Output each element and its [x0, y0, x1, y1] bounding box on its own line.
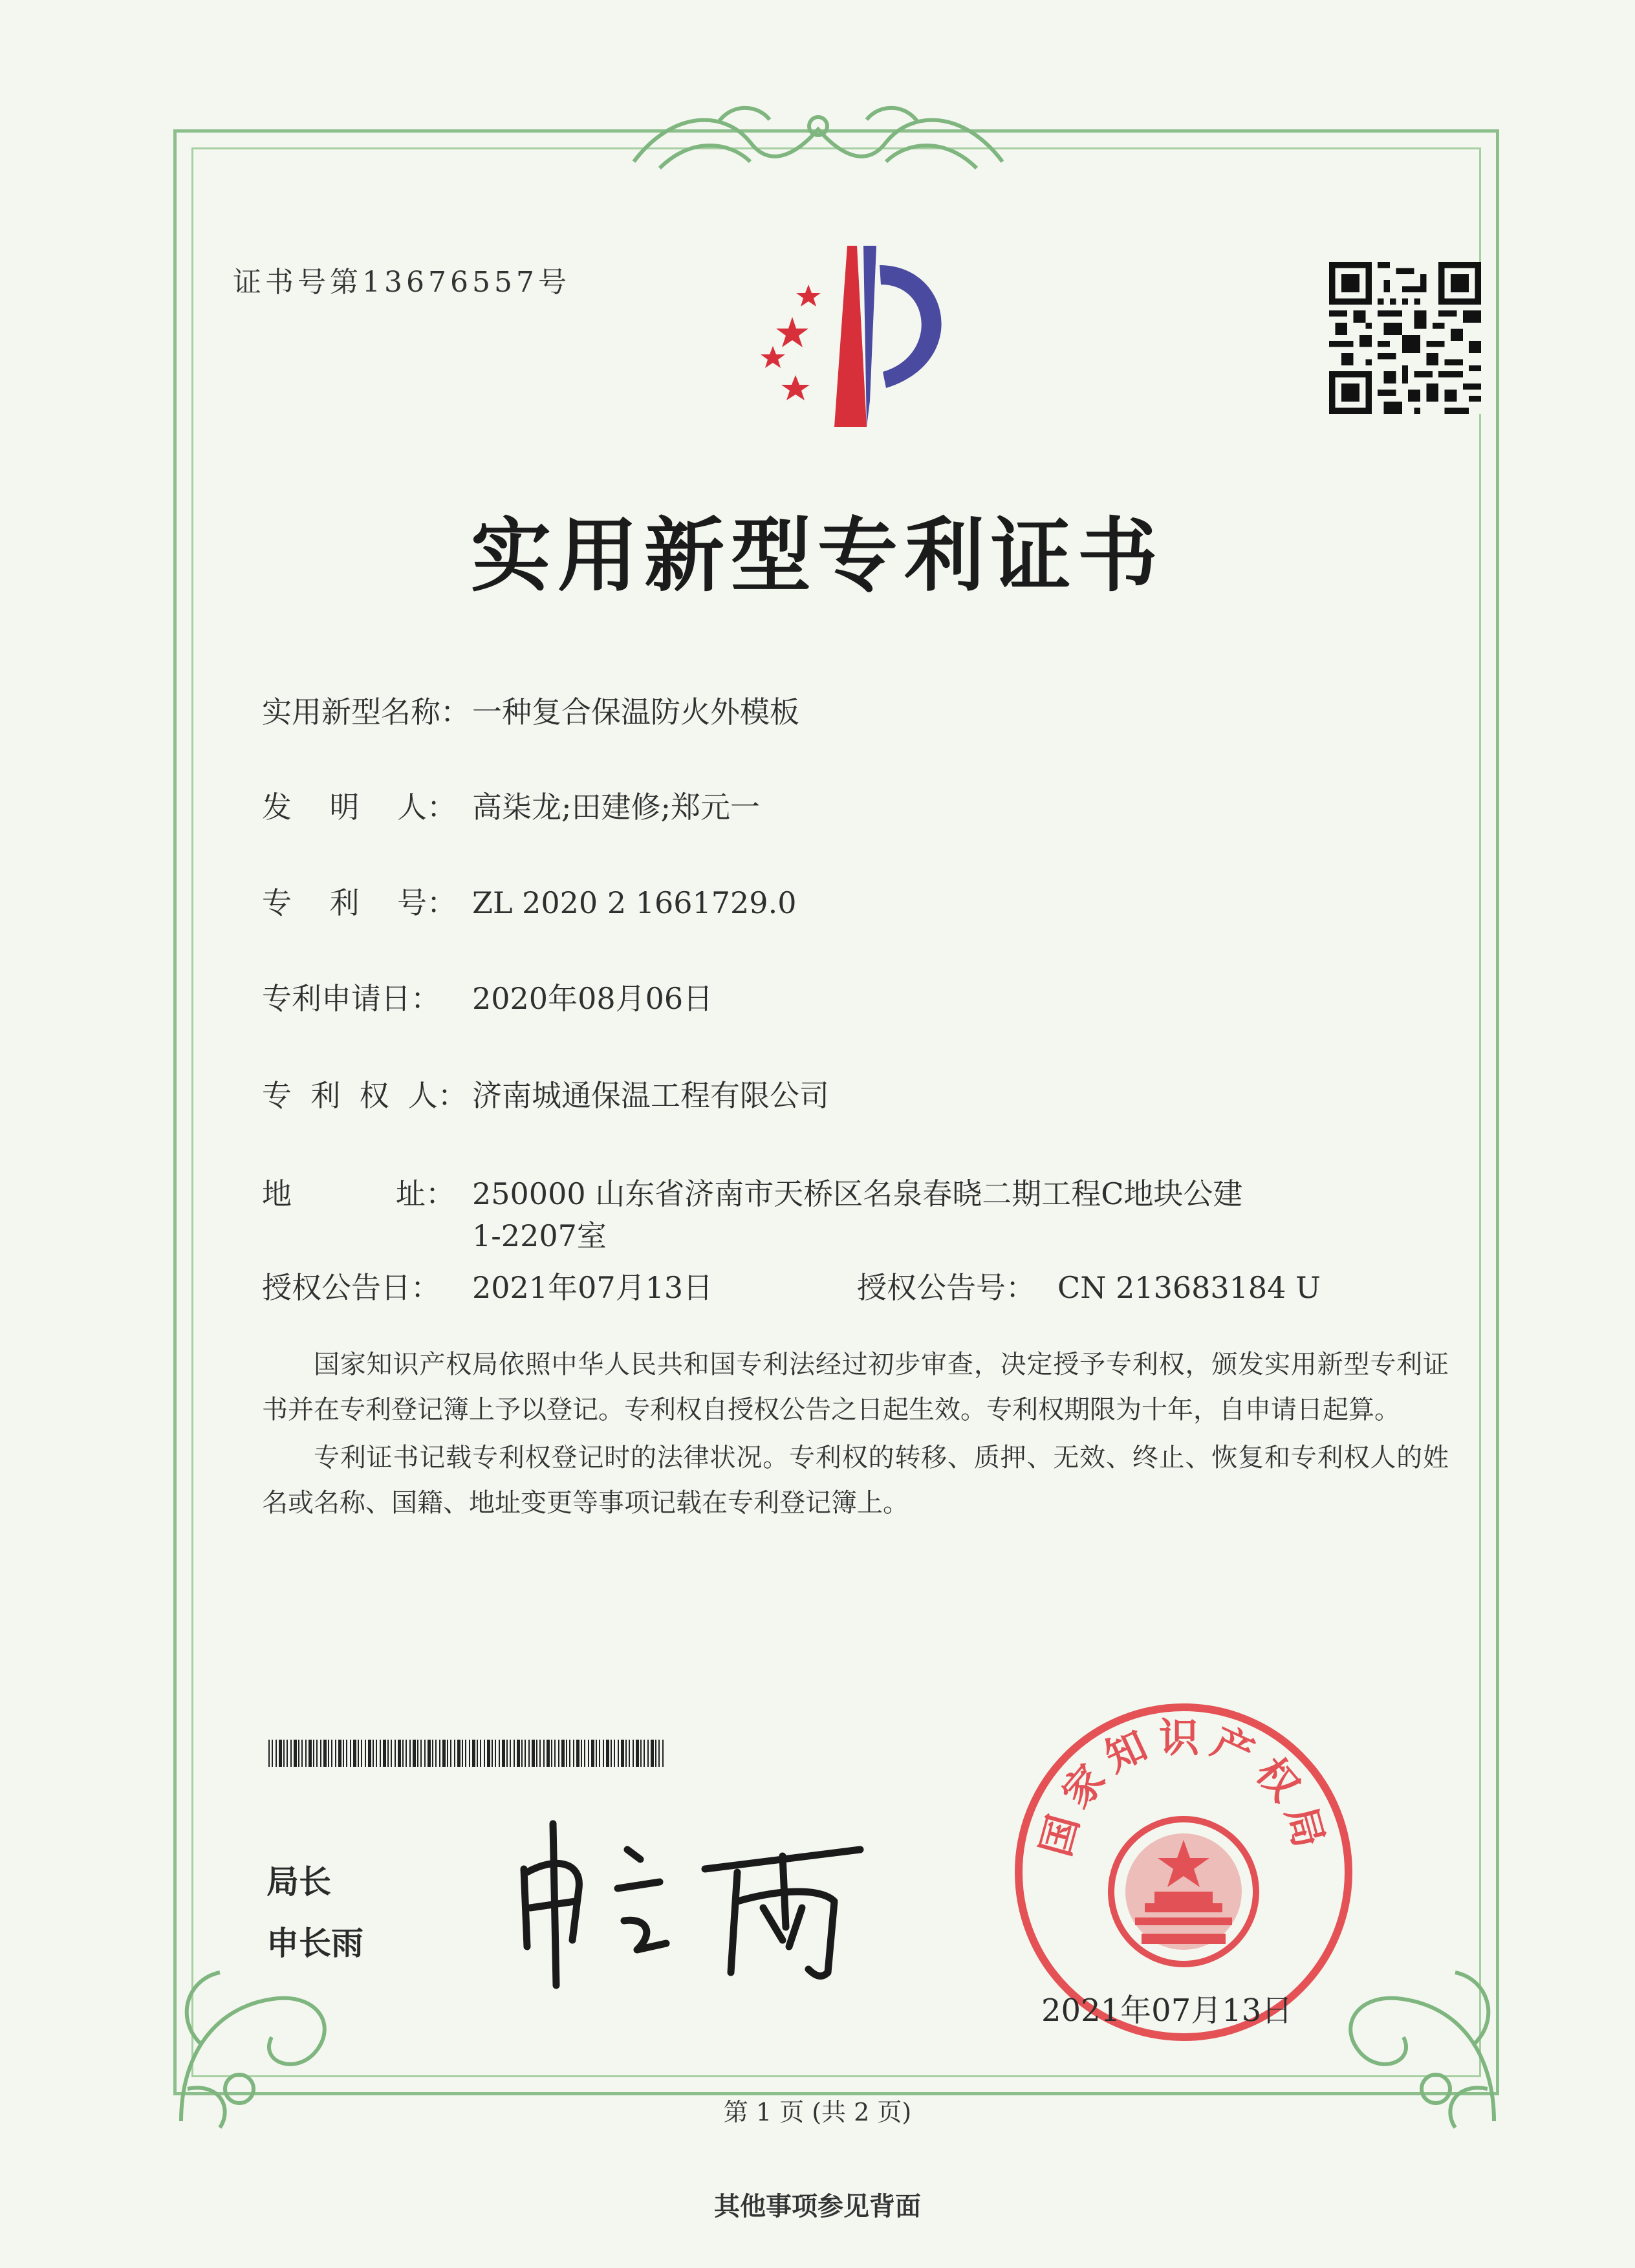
field-value: 250000 山东省济南市天桥区名泉春晓二期工程C地块公建: [472, 1176, 1243, 1211]
statement-paragraph-2: 专利证书记载专利权登记时的法律状况。专利权的转移、质押、无效、终止、恢复和专利权人的姓名或名称、国籍、地址变更等事项记载在专利登记簿上。: [262, 1443, 1449, 1518]
field-patent-number: [262, 880, 796, 922]
field-label: 发 明 人：: [262, 790, 457, 825]
director-name: 申长雨: [266, 1925, 363, 1962]
field-grant-number: [857, 1264, 1321, 1307]
field-value: 济南城通保温工程有限公司: [472, 1078, 829, 1113]
field-value: ZL 2020 2 1661729.0: [472, 885, 797, 920]
field-value: 一种复合保温防火外模板: [472, 695, 799, 729]
national-emblem-icon: [1111, 1819, 1256, 1964]
page-number: 第 1 页 (共 2 页): [723, 2098, 912, 2126]
field-address: [262, 1171, 1242, 1213]
field-application-date: [262, 975, 713, 1018]
field-grant-date: [262, 1264, 713, 1307]
field-label: 专利申请日：: [262, 981, 440, 1016]
field-label: 专 利 权 人：: [262, 1078, 468, 1113]
statement-paragraph-1: 国家知识产权局依照中华人民共和国专利法经过初步审查，决定授予专利权，颁发实用新型专利证书并在专利登记簿上予以登记。专利权自授权公告之日起生效。专利权期限为十年，自申请日起算。: [262, 1350, 1449, 1425]
field-value: CN 213683184 U: [1057, 1270, 1321, 1305]
barcode: [268, 1740, 666, 1767]
address-line-2: 1-2207室: [472, 1218, 607, 1253]
director-title: 局长: [266, 1863, 331, 1901]
field-value: 高柒龙;田建修;郑元一: [472, 790, 760, 825]
field-patentee: [262, 1072, 829, 1115]
field-label: 实用新型名称：: [262, 695, 470, 729]
cnipa-logo: [737, 239, 983, 433]
field-utility-model-name: [262, 689, 799, 731]
certificate-title: 实用新型专利证书: [470, 509, 1164, 603]
back-side-note: 其他事项参见背面: [714, 2191, 921, 2221]
field-value: 2020年08月06日: [472, 981, 713, 1016]
director-signature: [511, 1811, 873, 1992]
field-label: 地 址：: [262, 1176, 455, 1211]
field-inventor: [262, 784, 760, 826]
top-ornament: [621, 97, 1015, 181]
certificate-statement: [262, 1342, 1449, 1528]
field-label: 授权公告号：: [857, 1270, 1035, 1305]
field-value: 2021年07月13日: [472, 1270, 713, 1305]
field-label: 授权公告日：: [262, 1270, 440, 1305]
qr-code: [1329, 262, 1481, 414]
seal-text: 国家知识产权局: [1032, 1714, 1336, 1861]
certificate-number: 证书号第13676557号: [233, 266, 570, 299]
seal-date: 2021年07月13日: [1041, 1993, 1293, 2029]
field-label: 专 利 号：: [262, 885, 457, 920]
